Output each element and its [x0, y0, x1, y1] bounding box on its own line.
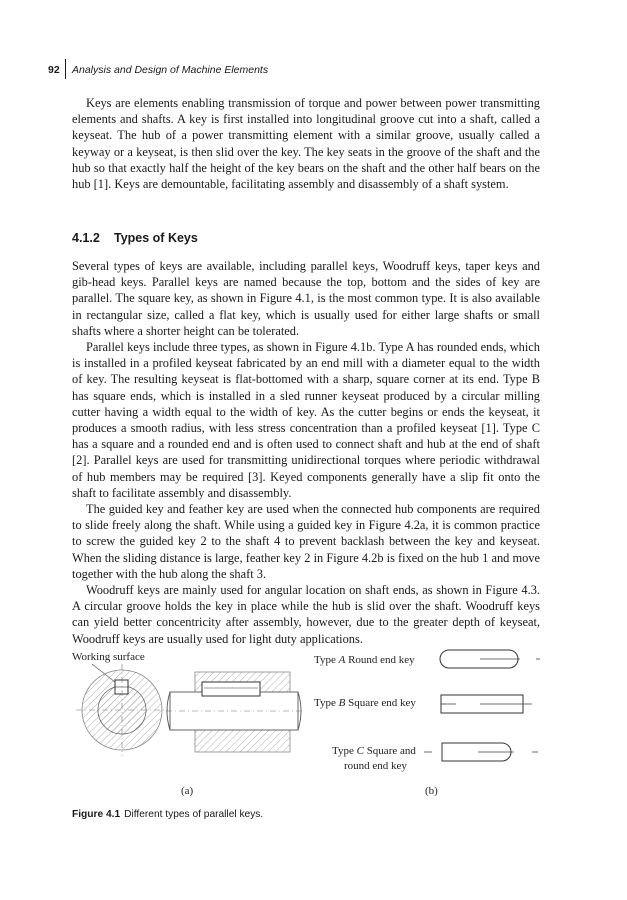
type-b-suffix: Square end key [345, 697, 416, 709]
intro-paragraph: Keys are elements enabling transmission of torque and power between power transmitting elements and shafts. A key is first installed into longitudinal groove cut into a shaft, called a keyseat. The hub of a power transmitting element with a similar groove, usually called a keyway or a keyseat, is then slid over the key. The key seats in the groove of the shaft and the hub so that exactly half the height of the key bears on the shaft and the other half bears on the hub [1]. Keys are demountable, facilitating assembly and disassembly of a shaft system. [72, 96, 540, 192]
type-c-key-drawing [424, 741, 546, 763]
type-a-key-drawing [436, 648, 546, 670]
figure-caption [72, 809, 263, 820]
header-divider [65, 59, 66, 79]
section-number: 4.1.2 [72, 231, 100, 245]
section-title: Types of Keys [114, 231, 198, 245]
paragraph: Parallel keys include three types, as shown in Figure 4.1b. Type A has rounded ends, which is installed in a profiled keyseat fabricated by an end mill with a diameter equal to the width of key. The resulting keyseat is flat-bottomed with a sharp, square corner at its end. Type B has square ends, which is installed in a sled runner keyseat produced by a circular milling cutter having a width equal to the width of key. As the cutter begins or ends the keyseat, it produces a smooth radius, with less stress concentration than a profiled keyseat [1]. Type C has a square and a rounded end and is often used to connect shaft and hub at the end of shaft [2]. Parallel keys are used for transmitting unidirectional torques where periodic withdrawal of hub members may be required [3]. Keyed components generally have a slip fit onto the shaft to facilitate assembly and disassembly. [72, 340, 540, 500]
paragraph: The guided key and feather key are used when the connected hub components are required to slide freely along the shaft. While using a guided key in Figure 4.2a, it is common practice to screw the guided key 2 to the shaft 4 to prevent backlash between the key and keyseat. When the sliding distance is large, feather key 2 in Figure 4.2b is fixed on the hub 1 and move together with the hub along the shaft 3. [72, 502, 540, 581]
type-b-letter: B [338, 697, 346, 709]
type-b-label [314, 697, 416, 709]
type-a-letter: A [338, 654, 346, 666]
caption-label: Figure 4.1 [72, 809, 121, 820]
type-c-label [332, 745, 416, 757]
intro-block [72, 95, 540, 192]
type-c-prefix: Type [332, 745, 357, 757]
figure-4-1a-drawing [70, 660, 300, 760]
type-b-key-drawing [436, 693, 546, 715]
section-heading [72, 231, 198, 245]
type-a-label [314, 654, 415, 666]
page-number: 92 [48, 64, 60, 76]
type-b-prefix: Type [314, 697, 339, 709]
type-a-prefix: Type [314, 654, 339, 666]
paragraph: Woodruff keys are mainly used for angular location on shaft ends, as shown in Figure 4.3. A circular groove holds the key in place while the hub is slid over the shaft. Woodruff keys can yield better concentricity after assembly, however, due to the greater depth of keyseat, Woodruff keys are usually used for light duty applications. [72, 583, 540, 646]
subfigure-b-label: (b) [425, 785, 438, 797]
type-a-suffix: Round end key [345, 654, 415, 666]
type-c-letter: C [356, 745, 364, 757]
caption-text: Different types of parallel keys. [124, 809, 264, 820]
paragraph: Several types of keys are available, including parallel keys, Woodruff keys, taper keys and gib-head keys. Parallel keys are named because the top, bottom and the sides of key are parallel. The square key, as shown in Figure 4.1, is the most common type. It is also available in rectangular size, called a flat key, which is usually used for either large shafts or small shafts where a shorter height can be tolerated. [72, 259, 540, 338]
working-surface-label: Working surface [72, 651, 145, 663]
subfigure-a-label: (a) [181, 785, 194, 797]
section-body [72, 258, 540, 647]
type-c-suffix: Square and [363, 745, 416, 757]
type-c-label-line2: round end key [344, 760, 407, 772]
book-title: Analysis and Design of Machine Elements [72, 64, 269, 76]
